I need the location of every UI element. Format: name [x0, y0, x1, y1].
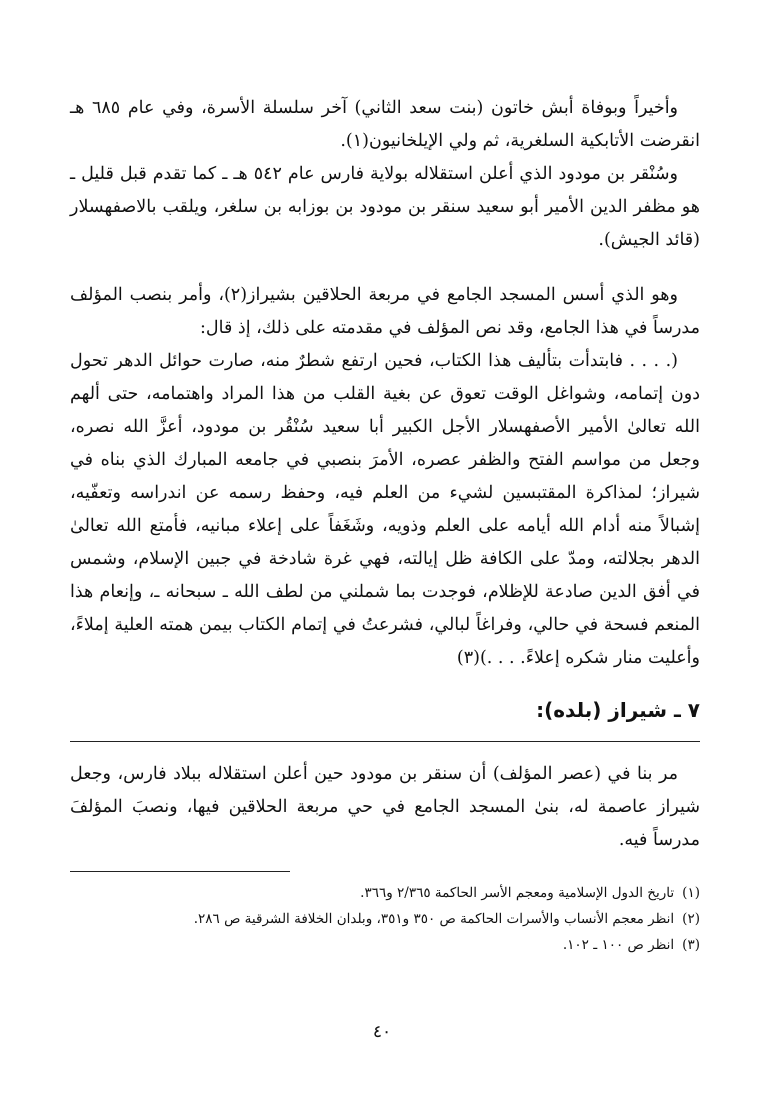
footnote-text: انظر معجم الأنساب والأسرات الحاكمة ص ٣٥٠ و٣٥١، وبلدان الخلافة الشرقية ص ٢٨٦. [193, 911, 675, 927]
footnotes [70, 880, 700, 958]
footnote-number: (٢) [682, 911, 700, 927]
heading-divider [70, 741, 700, 742]
spacer [70, 257, 700, 279]
paragraph-2: وسُنْقر بن مودود الذي أعلن استقلاله بولاية فارس عام ٥٤٢ هـ ـ كما تقدم قبل قليل ـ هو مظفر الدين الأمير أبو سعيد سنقر بن مودود بن بوزابه بن سلغر، ويلقب بالاصفهسلار (قائد الجيش). [70, 164, 700, 250]
paragraph-1: وأخيراً وبوفاة أبش خاتون (بنت سعد الثاني) آخر سلسلة الأسرة، وفي عام ٦٨٥ هـ انقرضت الأتابكية السلغرية، ثم ولي الإيلخانيون(١). [70, 98, 700, 151]
section-heading: ٧ ـ شيراز (بلده): [536, 698, 700, 722]
footnote-number: (٣) [682, 937, 700, 953]
footnote-item [70, 906, 700, 932]
paragraph-3: وهو الذي أسس المسجد الجامع في مربعة الحلاقين بشيراز(٢)، وأمر بنصب المؤلف مدرساً في هذا الجامع، وقد نص المؤلف في مقدمته على ذلك، إذ قال: [70, 285, 700, 338]
page-body [70, 92, 700, 958]
page-number: ٤٠ [372, 1022, 392, 1042]
quotation-paragraph: (. . . . فابتدأت بتأليف هذا الكتاب، فحين ارتفع شطرٌ منه، صارت حوائل الدهر تحول دون إتمامه، وشواغل الوقت تعوق عن بغية القلب من هذا المراد واهتمامه، حتى ألهم الله تعالىٰ الأمير الأصفهسلار الأجل الكبير أبا سعيد سُنْقُر بن مودود، أعزَّ الله نصره، وجعل من مواسم الفتح والظفر عصره، الأمرَ بنصبي في جامعه المبارك الذي بناه في شيراز؛ لمذاكرة المقتبسين لشيء من العلم فيه، وحفظ رسمه عن اندراسه وتعفّيه، إشبالاً منه أدام الله أيامه على العلم وذويه، وشَغَفاً على إعلاء مبانيه، فأمتع الله تعالىٰ الدهر بجلالته، ومدّ على الكافة ظل إيالته، فهي غرة شادخة في جبين الإسلام، وشمس في أفق الدين صادعة للإظلام، فوجدت بما شملني من لطف الله ـ سبحانه ـ، وإنعام هذا المنعم فسحة في حالي، وفراغاً لبالي، فشرعتُ في إتمام الكتاب بيمن همته العلية إملاءً، وأعليت منار شكره إعلاءً. . . .)(٣) [70, 351, 700, 668]
paragraph-after-heading: مر بنا في (عصر المؤلف) أن سنقر بن مودود حين أعلن استقلاله ببلاد فارس، وجعل شيراز عاصمة له، بنىٰ المسجد الجامع في حي مربعة الحلاقين فيها، ونصبَ المؤلفَ مدرساً فيه. [70, 764, 700, 850]
footnote-divider [70, 871, 290, 872]
footnote-text: تاريخ الدول الإسلامية ومعجم الأسر الحاكمة ٢/٣٦٥ و٣٦٦. [360, 885, 675, 901]
footnote-text: انظر ص ١٠٠ ـ ١٠٢. [562, 937, 675, 953]
footnote-item [70, 880, 700, 906]
footnote-number: (١) [682, 885, 700, 901]
footnote-item [70, 932, 700, 958]
